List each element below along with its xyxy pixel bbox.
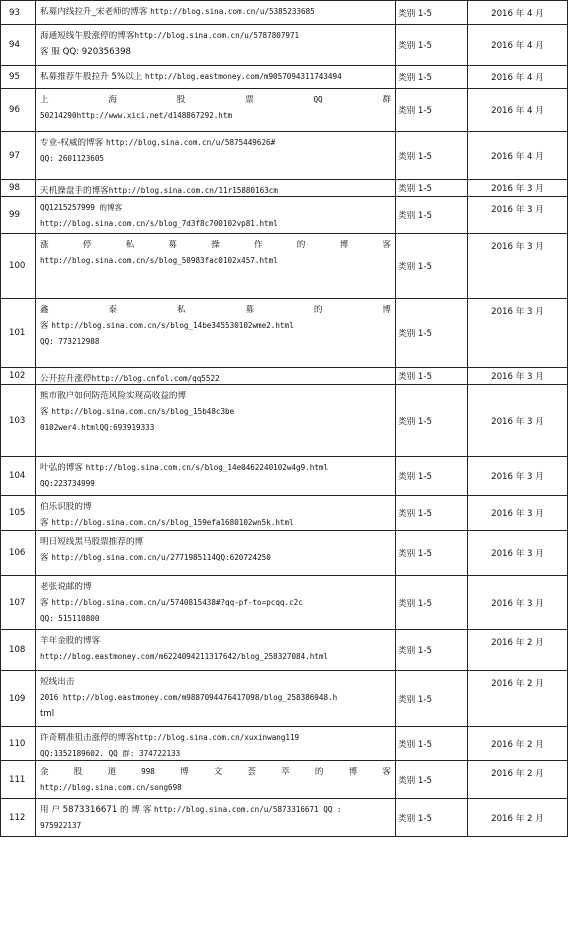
category-cell: 类别 1-5 <box>396 180 468 197</box>
text-segment: 博 <box>348 767 358 777</box>
text-segment: 泰 <box>108 305 118 315</box>
row-number: 111 <box>1 761 36 799</box>
text-segment: 客 <box>40 553 52 563</box>
date-cell: 2016 年 3 月 <box>468 385 568 457</box>
blog-description <box>36 368 396 385</box>
blog-url-link[interactable]: http://blog.sina.com.cn/s/blog_14e0462240102w4g9.html <box>85 463 329 472</box>
row-number: 93 <box>1 1 36 25</box>
text-segment: 客 <box>40 518 52 528</box>
blog-url-link[interactable]: http://blog.eastmoney.com/m9887094476417098/blog_258386948.h <box>62 693 338 702</box>
category-cell: 类别 1-5 <box>396 496 468 531</box>
date-cell: 2016 年 2 月 <box>468 630 568 671</box>
description-line <box>40 805 391 815</box>
date-cell: 2016 年 3 月 <box>468 531 568 576</box>
description-line <box>40 256 391 266</box>
text-segment: 客 <box>382 767 391 777</box>
table-row <box>1 89 568 132</box>
blog-url-link[interactable]: http://blog.sina.com.cn/u/27719851 <box>51 553 207 562</box>
category-cell: 类别 1-5 <box>396 385 468 457</box>
text-segment: 停 <box>82 240 92 250</box>
text-segment: 明日短线黑马股票推荐的博 <box>40 537 144 547</box>
blog-url-link[interactable]: http://blog.sina.com.cn/u/5875449626# <box>106 138 276 147</box>
description-line <box>40 7 391 17</box>
text-segment: 文 <box>213 767 223 777</box>
blog-description <box>36 496 396 531</box>
table-row <box>1 761 568 799</box>
text-segment: 荟 <box>247 767 257 777</box>
text-segment: 伯乐识股的博 <box>40 502 92 512</box>
date-cell: 2016 年 3 月 <box>468 576 568 630</box>
text-segment: tml <box>40 709 55 719</box>
blog-description <box>36 576 396 630</box>
date-cell: 2016 年 2 月 <box>468 761 568 799</box>
blog-url-link[interactable]: http://blog.sina.com.cn/u/5740815438#?qq-pf-to=pcqq.c2c <box>51 598 303 607</box>
description-line <box>40 31 391 41</box>
text-segment: 客 <box>40 598 52 608</box>
category-cell: 类别 1-5 <box>396 197 468 234</box>
text-segment: QQ: 515110800 <box>40 614 100 623</box>
row-number: 94 <box>1 25 36 66</box>
blog-url-link[interactable]: http://blog.eastmoney.com/m9057094311743494 <box>145 72 342 81</box>
description-line <box>40 240 391 250</box>
text-segment: 私募推荐牛股拉升 5%以上 <box>40 72 146 82</box>
table-row <box>1 630 568 671</box>
description-line <box>40 767 391 777</box>
table-row <box>1 531 568 576</box>
text-segment: QQ: 773212988 <box>40 337 100 346</box>
category-cell: 类别 1-5 <box>396 89 468 132</box>
table-row <box>1 197 568 234</box>
text-segment: 群 <box>382 95 391 105</box>
table-row <box>1 180 568 197</box>
description-line <box>40 321 391 331</box>
row-number: 112 <box>1 799 36 837</box>
blog-description <box>36 531 396 576</box>
text-segment: 募 <box>245 305 255 315</box>
category-cell: 类别 1-5 <box>396 799 468 837</box>
blog-url-link[interactable]: http://blog.sina.com.cn/u/5787807971 <box>134 31 300 40</box>
blog-url-link[interactable]: http://blog.sina.com.cn/u/5873316671 QQ : <box>154 805 342 814</box>
category-cell: 类别 1-5 <box>396 66 468 89</box>
text-segment: 老张说邮的博 <box>40 582 92 592</box>
text-segment: 海通短线牛股涨停的博客 <box>40 31 135 41</box>
text-segment: 许奇精准狙击涨停的博客 <box>40 733 135 743</box>
text-segment: 天机操盘手的博客 <box>40 186 109 196</box>
row-number: 107 <box>1 576 36 630</box>
row-number: 97 <box>1 132 36 180</box>
blog-description <box>36 727 396 761</box>
text-segment: 票 <box>245 95 254 105</box>
row-number: 109 <box>1 671 36 727</box>
text-segment: 叶弘的博客 <box>40 463 86 473</box>
text-segment: QQ1215257999 的博客 <box>40 203 123 212</box>
date-cell: 2016 年 2 月 <box>468 727 568 761</box>
table-row <box>1 1 568 25</box>
category-cell: 类别 1-5 <box>396 671 468 727</box>
blog-description <box>36 1 396 25</box>
text-segment: 客 <box>40 321 52 331</box>
description-line <box>40 652 391 662</box>
description-line <box>40 203 391 213</box>
text-segment: QQ:223734999 <box>40 479 95 488</box>
row-number: 106 <box>1 531 36 576</box>
description-line <box>40 337 391 347</box>
blog-description <box>36 89 396 132</box>
blog-url-link[interactable]: http://blog.sina.com.cn/song698 <box>40 783 182 792</box>
date-cell: 2016 年 3 月 <box>468 299 568 368</box>
text-segment: 博 <box>382 305 391 315</box>
blog-description <box>36 132 396 180</box>
category-cell: 类别 1-5 <box>396 1 468 25</box>
table-row <box>1 496 568 531</box>
description-line <box>40 463 391 473</box>
category-cell: 类别 1-5 <box>396 368 468 385</box>
description-line <box>40 783 391 793</box>
text-segment: 作 <box>253 240 263 250</box>
blog-description <box>36 66 396 89</box>
blog-description <box>36 671 396 727</box>
blog-url-link[interactable]: http://blog.sina.com.cn/s/blog_15b48c3be <box>51 407 235 416</box>
table-row <box>1 132 568 180</box>
date-cell: 2016 年 3 月 <box>468 368 568 385</box>
blog-url-link[interactable]: http://blog.sina.com.cn/s/blog_7d3f8c700102vp81.html <box>40 219 278 228</box>
category-cell: 类别 1-5 <box>396 132 468 180</box>
row-number: 101 <box>1 299 36 368</box>
category-cell: 类别 1-5 <box>396 25 468 66</box>
row-number: 96 <box>1 89 36 132</box>
description-line <box>40 305 391 315</box>
description-line <box>40 749 391 759</box>
text-segment: 股 <box>73 767 83 777</box>
blog-url-link[interactable]: http://blog.sina.com.cn/xuxinwang119 <box>134 733 300 742</box>
text-segment: QQ:693919333 <box>99 423 155 432</box>
description-line <box>40 111 391 121</box>
category-cell: 类别 1-5 <box>396 299 468 368</box>
description-line <box>40 693 391 703</box>
row-number: 100 <box>1 234 36 299</box>
text-segment: 975922137 <box>40 821 82 830</box>
table-row <box>1 671 568 727</box>
text-segment: 的 <box>314 767 324 777</box>
text-segment: 萃 <box>281 767 290 777</box>
text-segment: 998 <box>141 767 155 776</box>
date-cell: 2016 年 2 月 <box>468 799 568 837</box>
description-line <box>40 553 391 563</box>
text-segment: 私募内线拉升_宋老师的博客 <box>40 7 151 17</box>
row-number: 104 <box>1 457 36 496</box>
text-segment: 2016 <box>40 693 63 702</box>
description-line <box>40 95 391 105</box>
table-body <box>1 1 568 837</box>
description-line <box>40 614 391 624</box>
text-segment: 0102wer4.html <box>40 423 100 432</box>
row-number: 99 <box>1 197 36 234</box>
table-row <box>1 234 568 299</box>
text-segment: 羊年金股的博客 <box>40 636 101 646</box>
text-segment: 私 <box>125 240 135 250</box>
text-segment: 客 <box>40 407 52 417</box>
text-segment: 私 <box>176 305 186 315</box>
text-segment: 博 <box>179 767 189 777</box>
category-cell: 类别 1-5 <box>396 576 468 630</box>
table-row <box>1 576 568 630</box>
text-segment: QQ: 2601123605 <box>40 154 105 163</box>
date-cell: 2016 年 4 月 <box>468 1 568 25</box>
description-line <box>40 138 391 148</box>
blog-description <box>36 299 396 368</box>
blog-description <box>36 630 396 671</box>
description-line <box>40 479 391 489</box>
blog-description <box>36 25 396 66</box>
blog-description <box>36 799 396 837</box>
description-line <box>40 391 391 401</box>
table-row <box>1 799 568 837</box>
text-segment: 操 <box>211 240 220 250</box>
description-line <box>40 598 391 608</box>
blog-url-link[interactable]: http://www.xici.net/d148867292.htm <box>76 111 233 120</box>
category-cell: 类别 1-5 <box>396 531 468 576</box>
description-line <box>40 423 391 433</box>
blog-description <box>36 234 396 299</box>
text-segment: 的 <box>296 240 306 250</box>
table-row <box>1 385 568 457</box>
row-number: 98 <box>1 180 36 197</box>
description-line <box>40 502 391 512</box>
table-row <box>1 457 568 496</box>
text-segment: QQ <box>313 95 323 104</box>
date-cell: 2016 年 3 月 <box>468 180 568 197</box>
date-cell: 2016 年 3 月 <box>468 197 568 234</box>
text-segment: 14QQ:620724250 <box>206 553 271 562</box>
table-row <box>1 727 568 761</box>
date-cell: 2016 年 2 月 <box>468 671 568 727</box>
text-segment: 用 户 5873316671 的 博 客 <box>40 805 155 815</box>
description-line <box>40 733 391 743</box>
blog-description <box>36 457 396 496</box>
blog-url-link[interactable]: http://blog.sina.com.cn/s/blog_50983fac0102x457.html <box>40 256 278 265</box>
blog-description <box>36 761 396 799</box>
table-row <box>1 299 568 368</box>
description-line <box>40 582 391 592</box>
text-segment: 客 服 QQ: 920356398 <box>40 47 132 57</box>
blog-url-link[interactable]: http://blog.sina.com.cn/11r15880163cm <box>108 186 278 195</box>
row-number: 105 <box>1 496 36 531</box>
category-cell: 类别 1-5 <box>396 457 468 496</box>
blog-description <box>36 385 396 457</box>
row-number: 103 <box>1 385 36 457</box>
row-number: 95 <box>1 66 36 89</box>
text-segment: 的 <box>313 305 323 315</box>
row-number: 110 <box>1 727 36 761</box>
row-number: 108 <box>1 630 36 671</box>
text-segment: 专业-权威的博客 <box>40 138 106 148</box>
table-row <box>1 368 568 385</box>
text-segment: QQ:1352189602. QQ 群: 374722133 <box>40 749 181 758</box>
description-line <box>40 72 391 82</box>
text-segment: 金 <box>40 767 49 777</box>
description-line <box>40 154 391 164</box>
blog-url-link[interactable]: http://blog.sina.com.cn/u/5385233685 <box>150 7 315 16</box>
row-number: 102 <box>1 368 36 385</box>
text-segment: 涨 <box>40 240 49 250</box>
text-segment: 短线出击 <box>40 677 75 687</box>
category-cell: 类别 1-5 <box>396 727 468 761</box>
text-segment: 熊市散户如何防范风险实现高收益的博 <box>40 391 187 401</box>
description-line <box>40 518 391 528</box>
date-cell: 2016 年 4 月 <box>468 66 568 89</box>
blog-url-link[interactable]: http://blog.sina.com.cn/s/blog_14be345530102wme2.html <box>51 321 294 330</box>
blog-url-link[interactable]: http://blog.sina.com.cn/s/blog_159efa1680102wn5k.html <box>51 518 294 527</box>
text-segment: 海 <box>108 95 117 105</box>
date-cell: 2016 年 4 月 <box>468 89 568 132</box>
blog-url-link[interactable]: http://blog.cnfol.com/qq5522 <box>91 374 220 383</box>
text-segment: 鑫 <box>40 305 49 315</box>
date-cell: 2016 年 4 月 <box>468 25 568 66</box>
table-row <box>1 25 568 66</box>
description-line <box>40 677 391 687</box>
date-cell: 2016 年 4 月 <box>468 132 568 180</box>
date-cell: 2016 年 3 月 <box>468 496 568 531</box>
text-segment: 股 <box>176 95 186 105</box>
date-cell: 2016 年 3 月 <box>468 457 568 496</box>
description-line <box>40 537 391 547</box>
description-line <box>40 821 391 831</box>
blog-description <box>36 180 396 197</box>
text-segment: 募 <box>168 240 177 250</box>
date-cell: 2016 年 3 月 <box>468 234 568 299</box>
category-cell: 类别 1-5 <box>396 630 468 671</box>
text-segment: 博 <box>339 240 349 250</box>
description-line <box>40 219 391 229</box>
description-line <box>40 407 391 417</box>
description-line <box>40 636 391 646</box>
text-segment: 客 <box>382 240 391 250</box>
description-line <box>40 374 391 384</box>
category-cell: 类别 1-5 <box>396 234 468 299</box>
blog-url-link[interactable]: http://blog.eastmoney.com/m6224094211317642/blog_258327084.html <box>40 652 329 661</box>
category-cell: 类别 1-5 <box>396 761 468 799</box>
text-segment: 道 <box>107 767 117 777</box>
table-row <box>1 66 568 89</box>
text-segment: 50214290 <box>40 111 77 120</box>
description-line <box>40 47 391 57</box>
text-segment: 公开拉升涨停 <box>40 374 92 384</box>
blog-description <box>36 197 396 234</box>
text-segment: 上 <box>40 95 49 105</box>
description-line <box>40 186 391 196</box>
description-line <box>40 709 391 719</box>
